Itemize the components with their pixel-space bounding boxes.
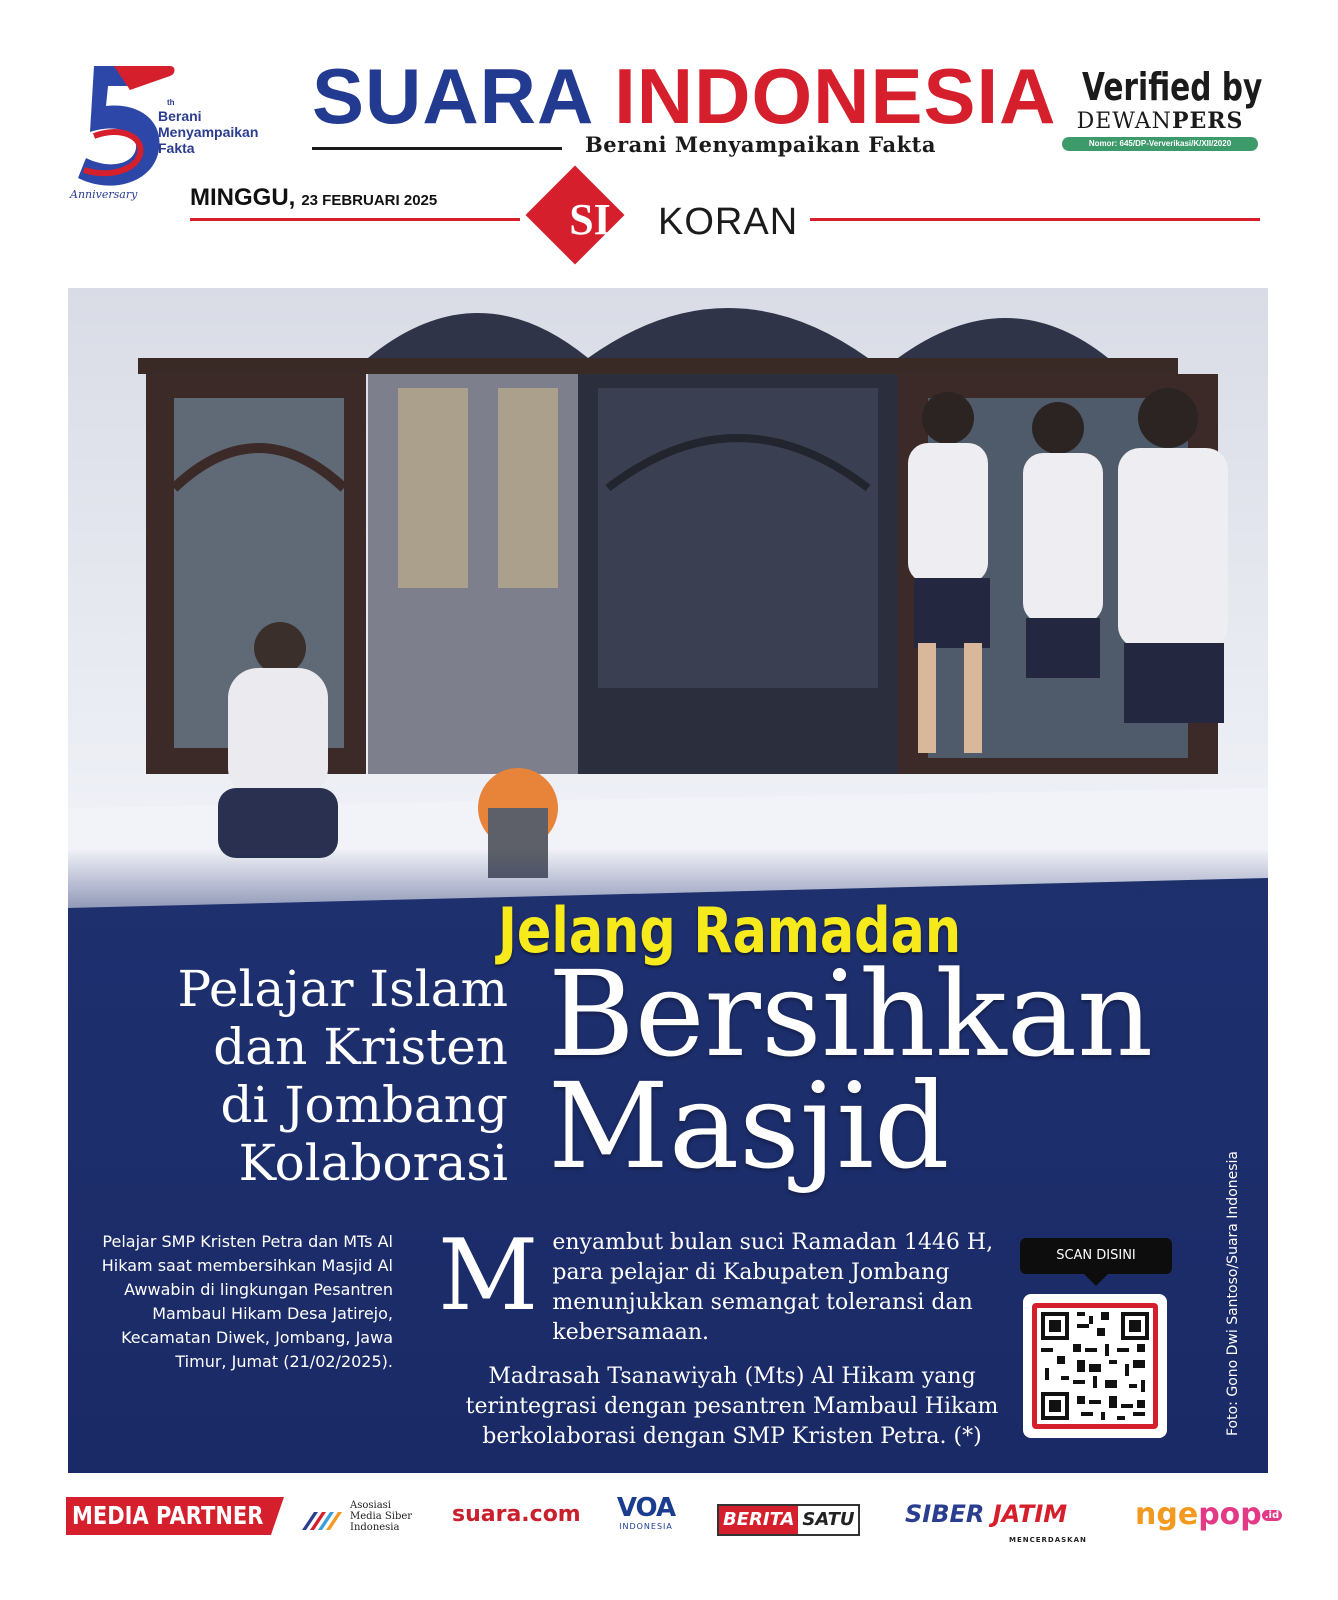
anniversary-tagline: Berani Menyampaikan Fakta	[158, 108, 259, 156]
photo-credit: Foto: Gono Dwi Santoso/Suara Indonesia	[1225, 1150, 1241, 1436]
subhead-line: di Jombang	[220, 1076, 508, 1134]
beritasatu-part-a: BERITA	[719, 1506, 798, 1534]
paragraph-1-text: enyambut bulan suci Ramadan 1446 H, para pelajar di Kabupaten Jombang menunjukkan semangat toleransi dan kebersamaan.	[552, 1230, 994, 1345]
media-partner-label: MEDIA PARTNER	[72, 1501, 264, 1530]
siberjatim-tagline: MENCERDASKAN	[1009, 1536, 1087, 1544]
subhead-line: Pelajar Islam	[177, 960, 508, 1018]
anniversary-superscript: th	[167, 98, 175, 107]
headline-line: Bersihkan	[548, 945, 1154, 1083]
verified-org	[1060, 108, 1260, 135]
siberjatim-part-a: SIBER	[905, 1500, 985, 1528]
verified-number: Nomor: 645/DP-Ververikasi/K/XII/2020	[1062, 137, 1258, 151]
ngepop-part-a: nge	[1135, 1497, 1199, 1532]
header-rule-right	[810, 218, 1260, 221]
headline-line: Masjid	[548, 1057, 950, 1195]
masthead-suara: SUARA	[312, 52, 592, 140]
masthead-indonesia: INDONESIA	[614, 52, 1057, 140]
qr-code-frame[interactable]	[1023, 1294, 1167, 1438]
amsi-name: Asosiasi Media Siber Indonesia	[350, 1500, 413, 1533]
masthead-title	[312, 54, 1057, 138]
drop-cap: M	[438, 1219, 539, 1333]
qr-code-icon	[1037, 1308, 1153, 1424]
qr-scan-label[interactable]: SCAN DISINI	[1020, 1238, 1172, 1274]
siberjatim-part-b: JATIM	[992, 1500, 1068, 1528]
partner-suara[interactable]: suara.com	[452, 1502, 581, 1527]
beritasatu-part-b: SATU	[798, 1506, 858, 1534]
verified-label: Verified by	[1082, 65, 1263, 109]
article-kicker: Jelang Ramadan	[498, 894, 962, 967]
photo-caption: Pelajar SMP Kristen Petra dan MTs Al Hikam saat membersihkan Masjid Al Awwabin di lingkungan Pesantren Mambaul Hikam Desa Jatirejo, Kecamatan Diwek, Jombang, Jawa Timur, Jumat (21/02/2025).	[101, 1232, 393, 1371]
subhead-line: Kolaborasi	[238, 1134, 508, 1192]
partner-voa[interactable]	[613, 1494, 679, 1531]
dateline	[190, 184, 437, 212]
verified-org-bold: PERS	[1171, 108, 1244, 134]
section-label: KORAN	[658, 201, 799, 243]
ngepop-part-b: pop	[1198, 1497, 1262, 1532]
date-day: MINGGU,	[190, 184, 296, 211]
voa-sub: INDONESIA	[619, 1522, 673, 1531]
header-rule-left	[190, 218, 520, 221]
article-body	[438, 1219, 1026, 1466]
partner-ngepop[interactable]	[1135, 1498, 1282, 1533]
partner-siberjatim[interactable]	[905, 1500, 1087, 1544]
verified-badge	[1060, 65, 1263, 151]
verified-org-plain: DEWAN	[1076, 109, 1172, 134]
masthead-rule	[312, 147, 562, 150]
article-headline	[548, 945, 1154, 1195]
voa-mark: VOA	[616, 1493, 676, 1523]
si-logo-text: SI	[569, 195, 611, 244]
partner-beritasatu[interactable]	[717, 1504, 860, 1536]
article-subhead	[108, 960, 508, 1192]
date-value: 23 FEBRUARI 2025	[301, 192, 438, 209]
ngepop-domain: .id	[1262, 1510, 1282, 1521]
paragraph-2: Madrasah Tsanawiyah (Mts) Al Hikam yang terintegrasi dengan pesantren Mambaul Hikam berkolaborasi dengan SMP Kristen Petra. (*)	[465, 1364, 999, 1449]
anniversary-script: Anniversary	[70, 188, 138, 201]
qr-code[interactable]	[1032, 1303, 1158, 1429]
amsi-icon	[300, 1506, 346, 1532]
paragraph-1	[438, 1219, 1026, 1348]
masthead-tagline: Berani Menyampaikan Fakta	[585, 132, 936, 157]
cover-photo-panel	[68, 288, 1268, 1473]
subhead-line: dan Kristen	[213, 1018, 508, 1076]
